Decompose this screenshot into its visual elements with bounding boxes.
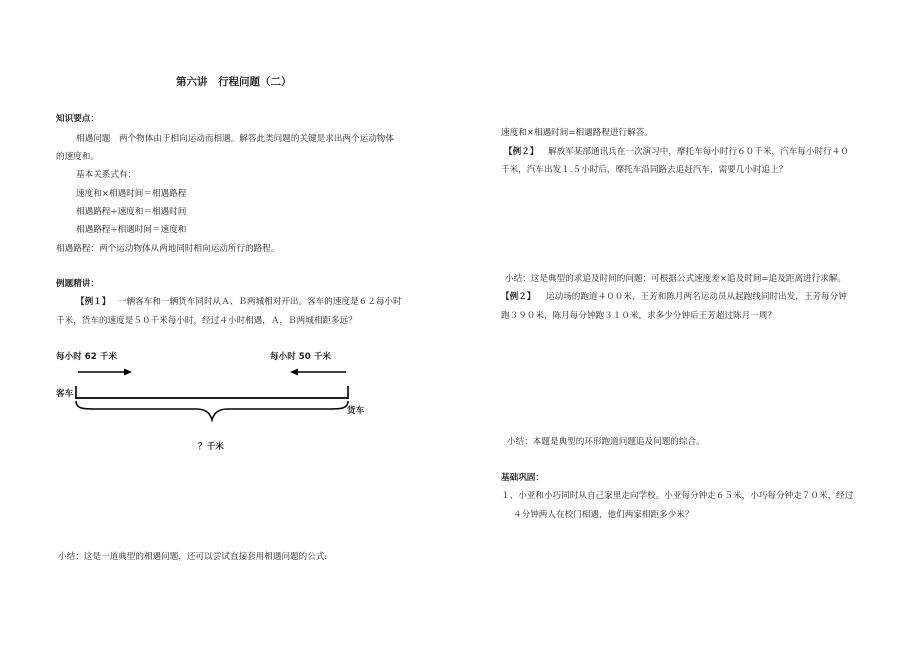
formula-line: 相遇路程÷速度和＝相遇时间 — [76, 207, 187, 217]
example-tag: 【例１】 — [76, 297, 111, 307]
arrow-right-head — [124, 369, 132, 376]
summary-line: 小结：这是一道典型的相遇问题，还可以尝试直接套用相遇问题的公式: — [58, 552, 328, 562]
example-text-line: 运动场的跑道４００米，王芳和陈月两名运动员从起跑线同时出发，王芳每分钟 — [546, 292, 847, 302]
formula-line: 相遇路程÷相遇时间＝速度和 — [76, 225, 187, 235]
page-title: 第六讲 行程问题（二） — [176, 76, 292, 88]
summary-line: 小结：本题是典型的环形跑道问题追及问题的综合。 — [507, 437, 705, 447]
speed-label-right: 每小时 50 千米 — [270, 352, 331, 362]
definition-line: 相遇路程：两个运动物体从两地同时相向运动所行的路程。 — [56, 244, 280, 254]
truck-label: 货车 — [347, 406, 365, 416]
example-tag: 【例２】 — [504, 147, 539, 157]
distance-label: ？千米 — [198, 442, 224, 452]
continuation-line: 速度和×相遇时间=相遇路程进行解答。 — [501, 128, 653, 138]
summary-line: 小结：这是典型的求追及时间的问题：可根据公式速度差×追及时间=追及距离进行求解。 — [505, 274, 846, 284]
paragraph-line: 相遇问题 两个物体由于相向运动而相遇。解答此类问题的关键是求出两个运动物体 — [76, 134, 394, 144]
example-text-line: 千米，货车的速度是５０千米每小时，经过４小时相遇，Ａ，Ｂ两城相距多远？ — [56, 316, 357, 326]
formula-line: 速度和×相遇时间＝相遇路程 — [76, 189, 187, 199]
speed-label-left: 每小时 62 千米 — [56, 352, 117, 362]
section-heading-key-points: 知识要点： — [56, 114, 99, 124]
example-text-line: 解放军某部通讯兵在一次演习中，摩托车每小时行６０千米，汽车每小时行４０ — [548, 147, 849, 157]
section-heading-practice: 基础巩固： — [501, 473, 544, 483]
exercise-text-line: １、小亚和小巧同时从自己家里走向学校。小亚每分钟走６５米，小巧每分钟走７０米，经过 — [501, 491, 854, 501]
section-heading-examples: 例题精讲： — [56, 279, 99, 289]
arrow-left-head — [290, 369, 298, 376]
example-text-line: 跑３９０米，陈月每分钟跑３１０米，求多少分钟后王芳超过陈月一周？ — [501, 311, 777, 321]
distance-brace — [76, 401, 348, 420]
example-text-line: 一辆客车和一辆货车同时从Ａ、Ｂ两城相对开出。客车的速度是６２每小时 — [118, 297, 402, 307]
example-tag: 【例２】 — [501, 292, 536, 302]
example-text-line: 千米，汽车出发１.５小时后，摩托车沿同路去追赶汽车，需要几小时追上？ — [501, 165, 788, 175]
paragraph-line: 的速度和。 — [56, 152, 99, 162]
bus-label: 客车 — [56, 389, 74, 399]
exercise-text-line: ４分钟两人在校门相遇，他们两家相距多少米？ — [513, 510, 694, 520]
relations-intro: 基本关系式有： — [76, 170, 137, 180]
